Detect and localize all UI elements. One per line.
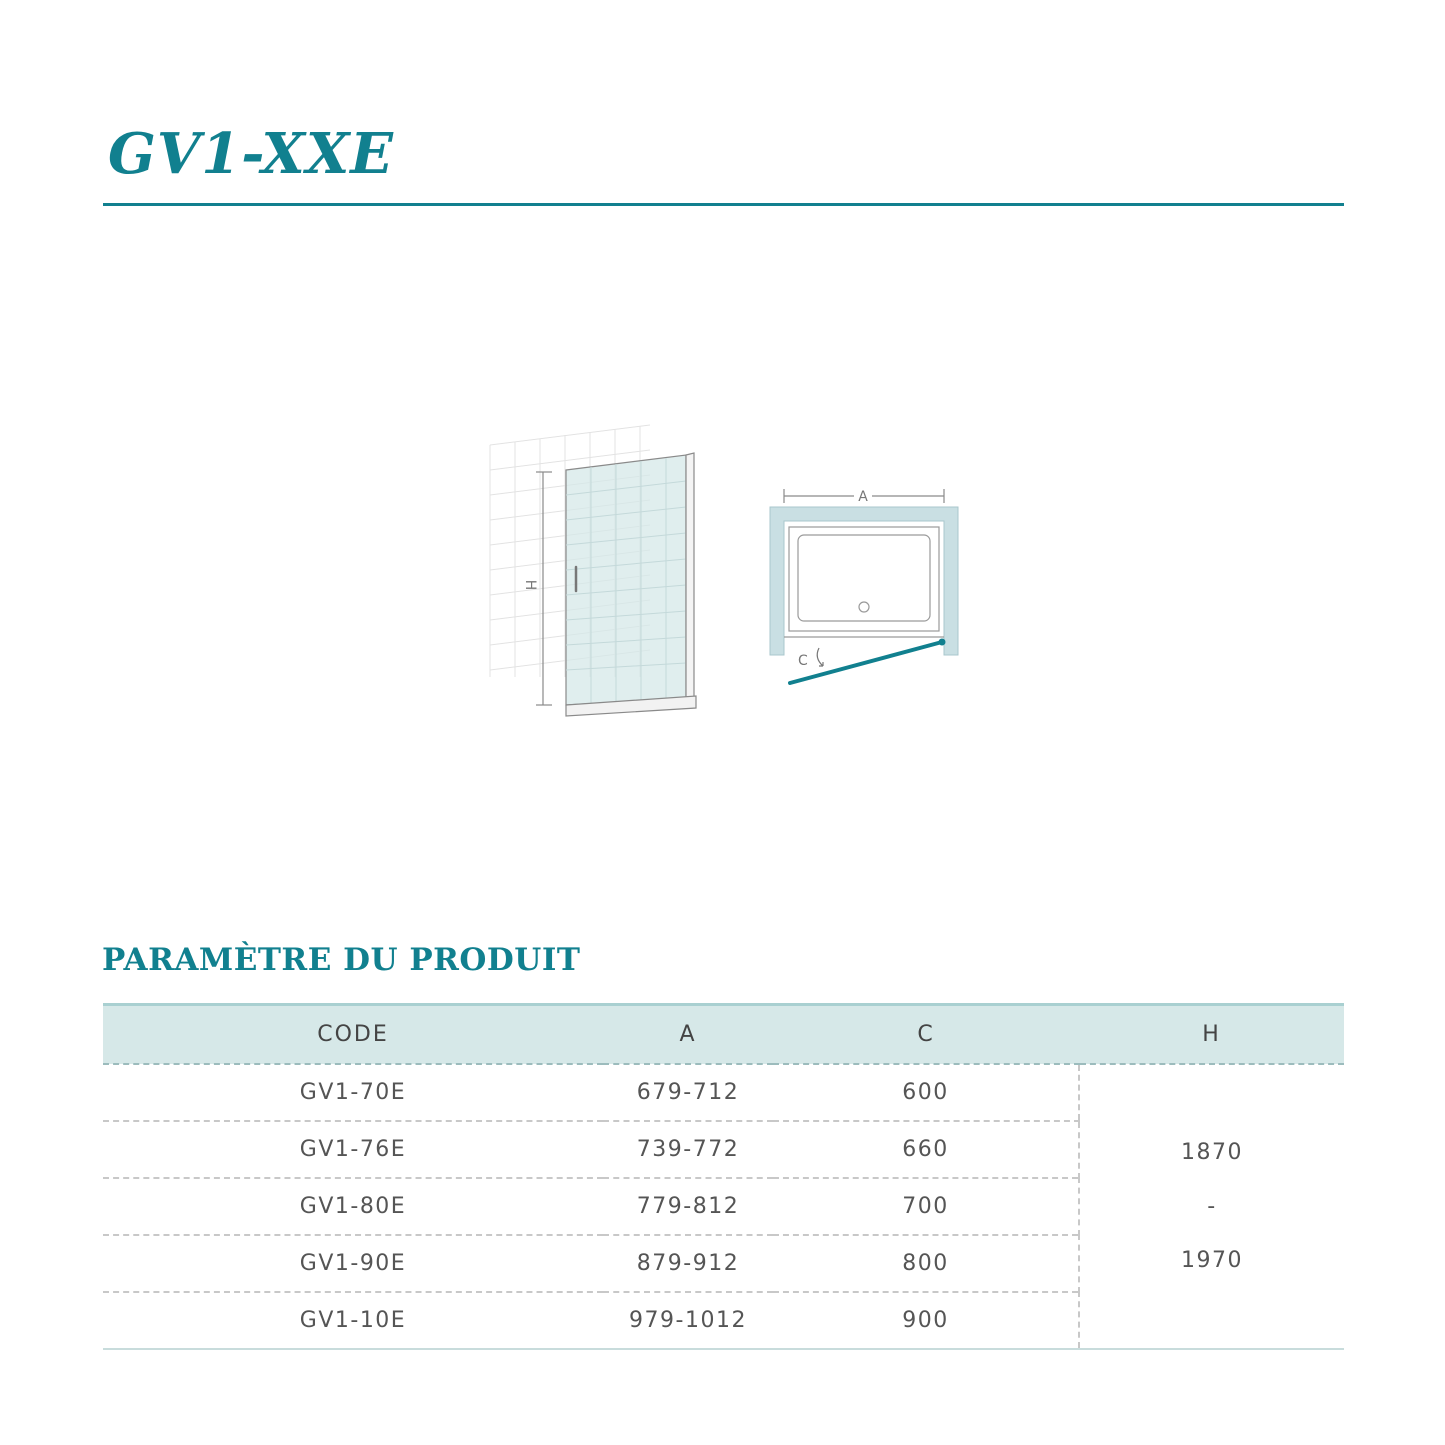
a-cell: 779-812 bbox=[603, 1178, 773, 1235]
shower-tray-inner bbox=[798, 535, 930, 621]
width-label: A bbox=[858, 489, 868, 505]
column-header-h: H bbox=[1079, 1005, 1344, 1065]
page-title: GV1-XXE bbox=[108, 121, 394, 187]
product-diagram bbox=[470, 415, 970, 725]
swing-arrow-icon bbox=[817, 648, 823, 666]
column-header-a: A bbox=[603, 1005, 773, 1065]
a-cell: 879-912 bbox=[603, 1235, 773, 1292]
height-label: H bbox=[522, 579, 538, 591]
table-header-row bbox=[103, 1005, 1344, 1065]
door-pivot-icon bbox=[939, 639, 946, 646]
c-cell: 660 bbox=[773, 1121, 1079, 1178]
c-cell: 600 bbox=[773, 1064, 1079, 1121]
section-title: PARAMÈTRE DU PRODUIT bbox=[102, 942, 581, 978]
wall-profile bbox=[686, 453, 694, 700]
height-max: 1970 bbox=[1181, 1247, 1243, 1273]
height-min: 1870 bbox=[1181, 1139, 1243, 1165]
height-separator: - bbox=[1207, 1193, 1217, 1219]
c-cell: 700 bbox=[773, 1178, 1079, 1235]
swing-door-line bbox=[790, 642, 942, 683]
height-range-cell bbox=[1079, 1064, 1344, 1349]
code-cell: GV1-80E bbox=[103, 1178, 603, 1235]
a-cell: 679-712 bbox=[603, 1064, 773, 1121]
code-cell: GV1-90E bbox=[103, 1235, 603, 1292]
c-cell: 900 bbox=[773, 1292, 1079, 1349]
table-row bbox=[103, 1064, 1344, 1121]
opening-label: C bbox=[798, 653, 808, 669]
code-cell: GV1-10E bbox=[103, 1292, 603, 1349]
c-cell: 800 bbox=[773, 1235, 1079, 1292]
a-cell: 979-1012 bbox=[603, 1292, 773, 1349]
a-cell: 739-772 bbox=[603, 1121, 773, 1178]
column-header-c: C bbox=[773, 1005, 1079, 1065]
code-cell: GV1-76E bbox=[103, 1121, 603, 1178]
code-cell: GV1-70E bbox=[103, 1064, 603, 1121]
spec-table bbox=[103, 1003, 1344, 1350]
column-header-code: CODE bbox=[103, 1005, 603, 1065]
title-divider bbox=[103, 203, 1344, 206]
